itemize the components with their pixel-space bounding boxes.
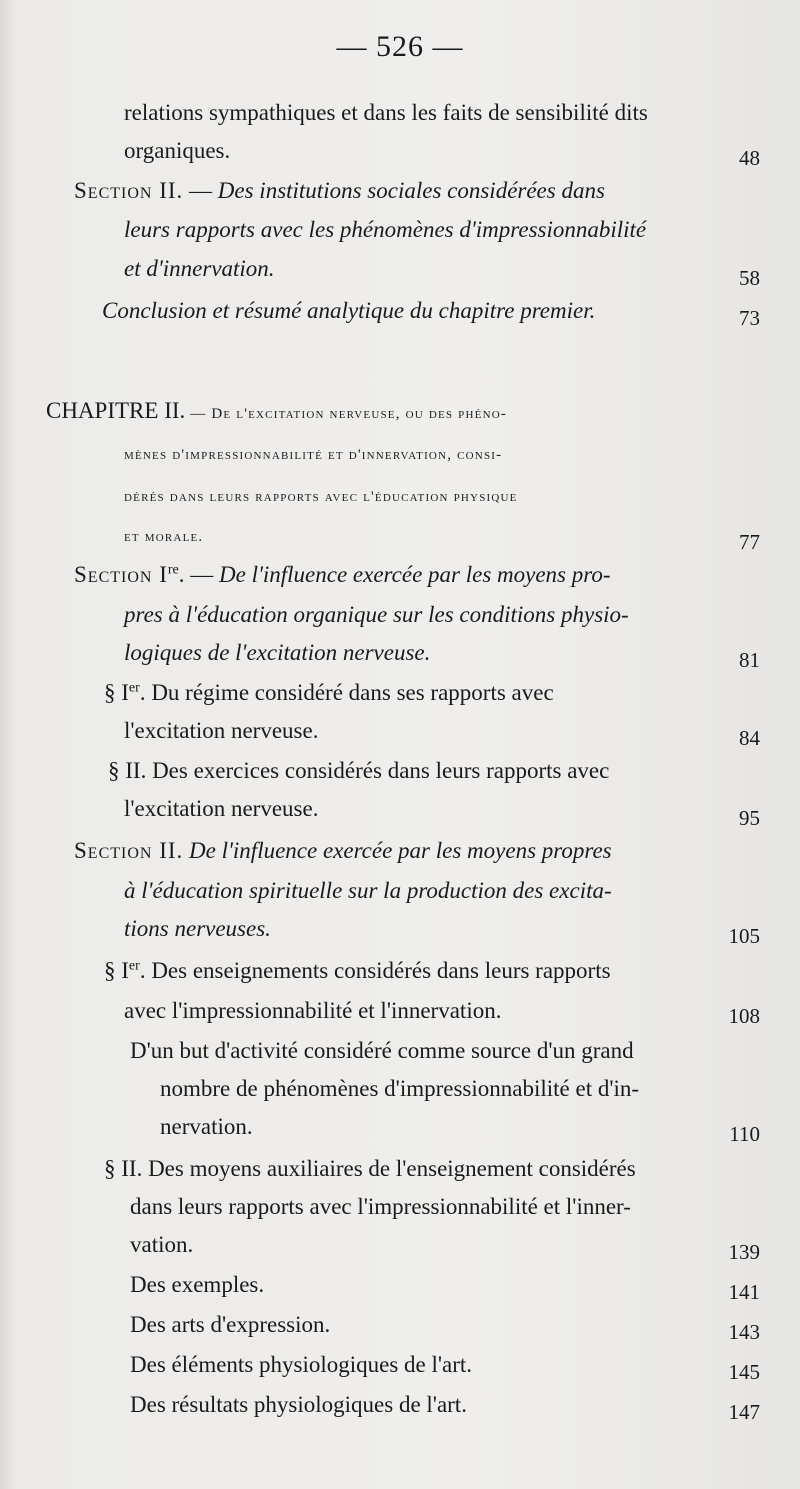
toc-section-2-line-3: et d'innervation.: [124, 256, 275, 281]
toc-section-2: Section II. — Des institutions sociales considérées dans: [74, 178, 605, 203]
page-ref-77: 77: [739, 530, 760, 554]
toc-section-2b-line-2: à l'éducation spirituelle sur la production des excita-: [124, 878, 612, 903]
page-ref-84: 84: [739, 726, 760, 750]
toc-para-5-line-2: dans leurs rapports avec l'impressionnabilité et l'inner-: [130, 1194, 631, 1219]
page-ref-110: 110: [729, 1122, 760, 1146]
toc-section-1-line-3: logiques de l'excitation nerveuse.: [124, 640, 431, 665]
section-label: Section II.: [74, 178, 184, 203]
page-ref-81: 81: [739, 648, 760, 672]
toc-para-1: § Ier. Du régime considéré dans ses rapports avec: [104, 680, 554, 705]
section-label: Section I: [74, 562, 168, 587]
section-title: Des institutions sociales considérées dans: [217, 178, 605, 203]
toc-para-5: § II. Des moyens auxiliaires de l'enseignement considérés: [104, 1156, 636, 1181]
toc-section-2-line-2: leurs rapports avec les phénomènes d'impressionnabilité: [124, 217, 647, 242]
toc-item-examples: Des exemples.: [130, 1272, 265, 1297]
page-ref-108: 108: [728, 1004, 760, 1028]
toc-chapter-2-line-4: et morale.: [124, 529, 204, 545]
page-ref-141: 141: [728, 1280, 760, 1304]
chapter-title: — De l'excitation nerveuse, ou des phéno-: [185, 406, 508, 422]
section-title: De l'influence exercée par les moyens pro-: [219, 562, 611, 587]
toc-para-4-line-2: nombre de phénomènes d'impressionnabilité et d'in-: [160, 1076, 640, 1101]
toc-chapter-2-line-2: mènes d'impressionnabilité et d'innervation, consi-: [124, 447, 503, 463]
page-ref-73: 73: [739, 306, 760, 330]
toc-line-2: organiques.: [124, 138, 231, 163]
toc-item-arts: Des arts d'expression.: [130, 1312, 331, 1337]
toc-item-elements: Des éléments physiologiques de l'art.: [130, 1352, 473, 1377]
page-ref-139: 139: [728, 1240, 760, 1264]
toc-para-3-line-2: avec l'impressionnabilité et l'innervation.: [124, 998, 502, 1023]
page-ref-48: 48: [739, 146, 760, 170]
toc-chapter-2: [46, 396, 507, 429]
page-ref-143: 143: [728, 1320, 760, 1344]
chapter-label: CHAPITRE II.: [46, 398, 186, 423]
section-label: Section II.: [74, 838, 184, 863]
page-ref-147: 147: [728, 1400, 760, 1424]
toc-item-results: Des résultats physiologiques de l'art.: [130, 1392, 467, 1417]
toc-para-4-line-3: nervation.: [160, 1114, 253, 1139]
toc-para-3: § Ier. Des enseignements considérés dans leurs rapports: [104, 958, 611, 983]
page-ref-145: 145: [728, 1360, 760, 1384]
toc-section-2b: [74, 836, 612, 866]
toc-para-5-line-3: vation.: [130, 1232, 194, 1257]
toc-para-4: D'un but d'activité considéré comme source d'un grand: [130, 1038, 634, 1063]
page-ref-105: 105: [728, 924, 760, 948]
section-title: De l'influence exercée par les moyens propres: [183, 838, 612, 863]
page-number-header: — 526 —: [336, 30, 464, 63]
toc-para-2-line-2: l'excitation nerveuse.: [124, 796, 319, 821]
toc-line-1: relations sympathiques et dans les faits de sensibilité dits: [124, 100, 648, 125]
toc-section-1: Section Ire. — De l'influence exercée par les moyens pro-: [74, 562, 611, 587]
toc-chapter-2-line-3: dérés dans leurs rapports avec l'éducation physique: [124, 489, 518, 505]
page-ref-58: 58: [739, 266, 760, 290]
page-ref-95: 95: [739, 806, 760, 830]
toc-para-2: § II. Des exercices considérés dans leurs rapports avec: [108, 758, 610, 783]
toc-section-1-line-2: pres à l'éducation organique sur les conditions physio-: [124, 602, 629, 627]
toc-section-2b-line-3: tions nerveuses.: [124, 916, 271, 941]
toc-para-1-line-2: l'excitation nerveuse.: [124, 718, 319, 743]
toc-conclusion: Conclusion et résumé analytique du chapitre premier.: [102, 298, 596, 323]
